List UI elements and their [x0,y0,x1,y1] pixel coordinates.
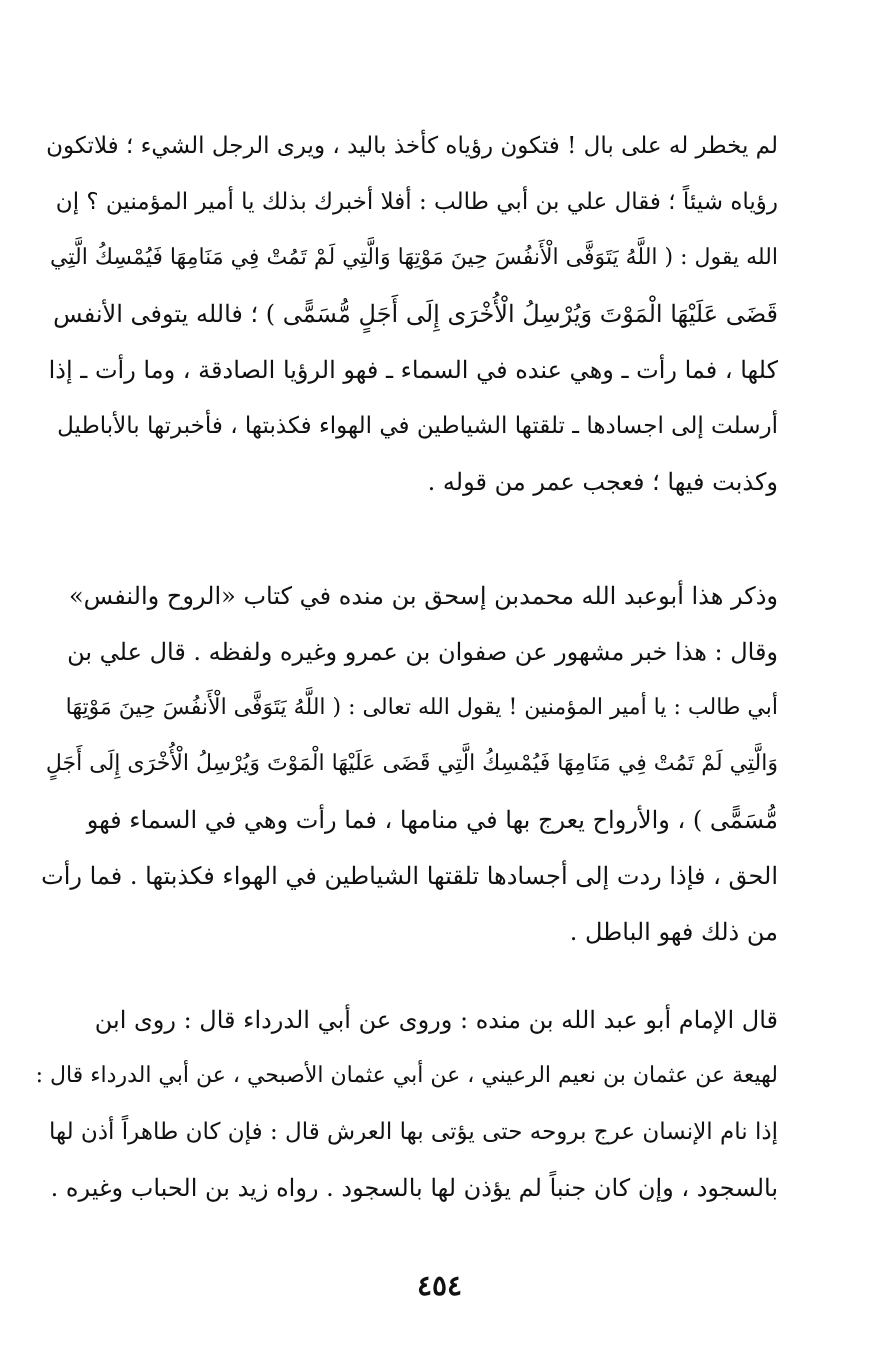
text-line: وذكر هذا أبوعبد الله محمدبن إسحق بن منده في كتاب «الروح والنفس» [68,582,778,610]
text-line: وكذبت فيها ؛ فعجب عمر من قوله . [427,468,778,496]
text-line: وَالَّتِي لَمْ تَمُتْ فِي مَنَامِهَا فَيُمْسِكُ الَّتِي قَضَى عَلَيْهَا الْمَوْتَ وَيُرْسِلُ الْأُخْرَى إِلَى أَجَلٍ [45,751,778,776]
text-line: رؤياه شيئاً ؛ فقال علي بن أبي طالب : أفلا أخبرك بذلك يا أمير المؤمنين ؟ إن [55,189,778,215]
paragraph-1 [34,118,778,510]
text-line: من ذلك فهو الباطل . [569,918,778,946]
text-line: لهيعة عن عثمان بن نعيم الرعيني ، عن أبي عثمان الأصبحي ، عن أبي الدرداء قال : [35,1063,778,1088]
text-line: أرسلت إلى اجسادها ـ تلقتها الشياطين في الهواء فكذبتها ، فأخبرتها بالأباطيل [57,413,778,439]
text-line: مُّسَمًّى ) ، والأرواح يعرج بها في منامها ، فما رأت وهي في السماء فهو [86,806,778,834]
page-number: ٤٥٤ [416,1269,463,1302]
text-line: الحق ، فإذا ردت إلى أجسادها تلقتها الشياطين في الهواء فكذبتها . فما رأت [41,862,778,890]
text-line: أبي طالب : يا أمير المؤمنين ! يقول الله تعالى : ( اللَّهُ يَتَوَفَّى الْأَنفُسَ حِينَ مَوْتِهَا [65,695,778,720]
text-line: قال الإمام أبو عبد الله بن منده : وروى عن أبي الدرداء قال : روى ابن [94,1006,778,1034]
paragraph-3 [34,992,778,1216]
text-line: وقال : هذا خبر مشهور عن صفوان بن عمرو وغيره ولفظه . قال علي بن [67,638,778,666]
paragraph-2 [34,568,778,960]
text-line: إذا نام الإنسان عرج بروحه حتى يؤتى بها العرش قال : فإن كان طاهراً أذن لها [49,1119,778,1145]
text-line: الله يقول : ( اللَّهُ يَتَوَفَّى الْأَنفُسَ حِينَ مَوْتِهَا وَالَّتِي لَمْ تَمُتْ فِي مَنَامِهَا فَيُمْسِكُ الَّتِي [50,245,778,270]
text-line: قَضَى عَلَيْهَا الْمَوْتَ وَيُرْسِلُ الْأُخْرَى إِلَى أَجَلٍ مُّسَمًّى ) ؛ فالله يتوفى الأنفس [53,300,778,328]
text-line: لم يخطر له على بال ! فتكون رؤياه كأخذ باليد ، ويرى الرجل الشيء ؛ فلاتكون [46,133,778,159]
text-line: بالسجود ، وإن كان جنباً لم يؤذن لها بالسجود . رواه زيد بن الحباب وغيره . [50,1174,778,1202]
text-line: كلها ، فما رأت ـ وهي عنده في السماء ـ فهو الرؤيا الصادقة ، وما رأت ـ إذا [48,356,778,384]
